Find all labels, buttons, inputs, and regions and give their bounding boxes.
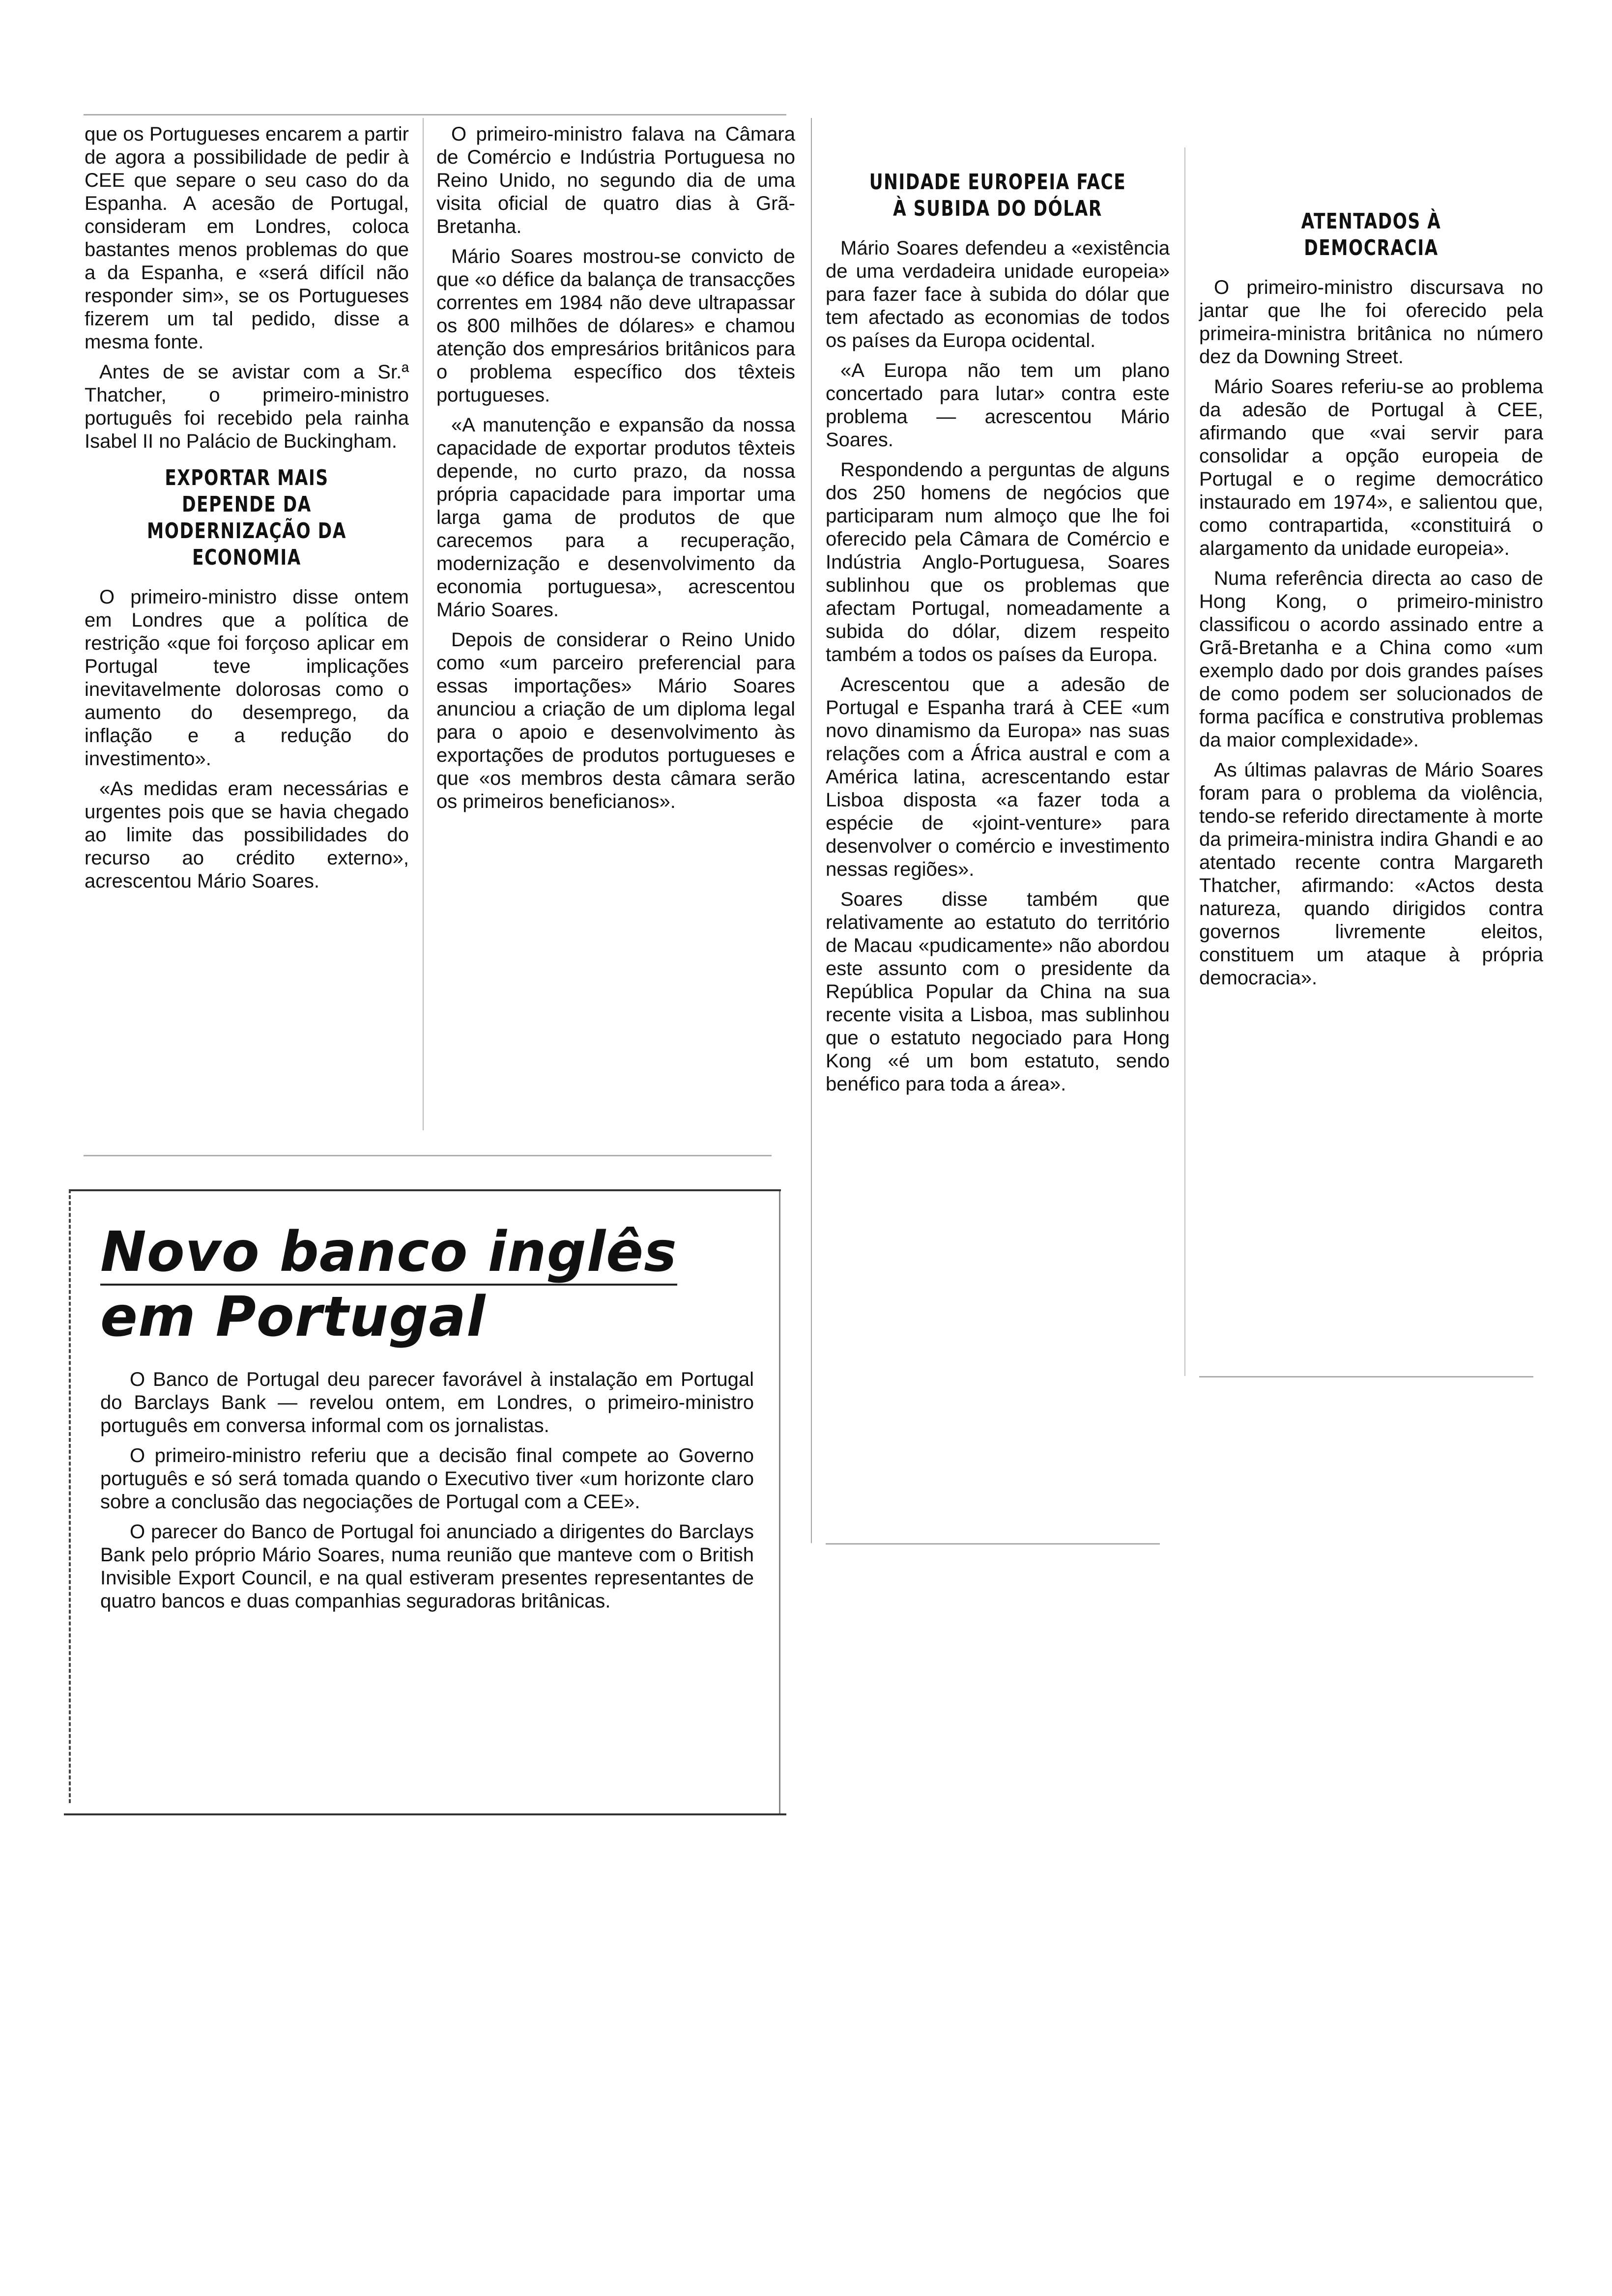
column-divider bbox=[423, 118, 424, 1130]
box-headline-line-2: em Portugal bbox=[100, 1285, 486, 1349]
col4-paragraph-1: O primeiro-ministro discursava no jantar que lhe foi oferecido pela primeira-ministra britânica no número dez da Downing Street. bbox=[1199, 277, 1543, 368]
box-body bbox=[100, 1368, 754, 1620]
col2-paragraph-3: «A manutenção e expansão da nossa capacidade de exportar produtos têxteis depende, no curto prazo, da nossa própria capacidade para importar uma larga gama de produtos de que carecemos para a recuperação, modernização e desenvolvimento da economia portuguesa», acrescentou Mário Soares. bbox=[436, 414, 795, 621]
col2-paragraph-1: O primeiro-ministro falava na Câmara de Comércio e Indústria Portuguesa no Reino Unido, no segundo dia de uma visita oficial de quatro dias à Grã-Bretanha. bbox=[436, 123, 795, 237]
box-headline bbox=[100, 1221, 749, 1349]
scan-noise bbox=[84, 1155, 772, 1156]
box-bottom-rule bbox=[64, 1813, 786, 1815]
col3-paragraph-1: Mário Soares defendeu a «existência de uma verdadeira unidade europeia» para fazer face à subida do dólar que tem afectado as economias de todos os países da Europa ocidental. bbox=[826, 237, 1170, 351]
col4-heading: ATENTADOS À DEMOCRACIA bbox=[1301, 209, 1441, 260]
col1-paragraph-2: Antes de se avistar com a Sr.ª Thatcher, o primeiro-ministro português foi recebido pela rainha Isabel II no Palácio de Buckingham. bbox=[85, 361, 409, 452]
column-3 bbox=[826, 157, 1170, 1103]
boxed-article bbox=[69, 1189, 781, 1803]
col2-paragraph-2: Mário Soares mostrou-se convicto de que «o défice da balança de transacções correntes em 1984 não deve ultrapassar os 800 milhões de dólares» e chamou atenção dos empresários britânicos para o problema específico dos têxteis portugueses. bbox=[436, 246, 795, 406]
col3-paragraph-5: Soares disse também que relativamente ao estatuto do território de Macau «pudicamente» não abordou este assunto com o presidente da República Popular da China na sua recente visita a Lisboa, mas sublinhou que o estatuto negociado para Hong Kong «é um bom estatuto, sendo benéfico para toda a área». bbox=[826, 889, 1170, 1095]
scan-noise bbox=[84, 114, 786, 115]
col3-paragraph-4: Acrescentou que a adesão de Portugal e Espanha trará à CEE «um novo dinamismo da Europa» nas suas relações com a África austral e com a América latina, acrescentando estar Lisboa disposta «a fazer toda a espécie de «joint-venture» para desenvolver o comércio e investimento nessas regiões». bbox=[826, 674, 1170, 880]
scan-noise bbox=[826, 1543, 1160, 1545]
column-divider bbox=[811, 118, 812, 1543]
column-1 bbox=[85, 123, 409, 900]
col4-paragraph-4: As últimas palavras de Mário Soares foram para o problema da violência, tendo-se referido directamente à morte da primeira-ministra indira Ghandi e ao atentado recente contra Margareth Thatcher, afirmando: «Actos desta natureza, quando dirigidos contra governos livremente eleitos, constituem um ataque à própria democracia». bbox=[1199, 759, 1543, 989]
col4-paragraph-3: Numa referência directa ao caso de Hong Kong, o primeiro-ministro classificou o acordo assinado entre a Grã-Bretanha e a China como «um exemplo dado por dois grandes países de como podem ser solucionados de forma pacífica e construtiva problemas da maior complexidade». bbox=[1199, 568, 1543, 751]
column-divider bbox=[1184, 147, 1185, 1376]
column-4 bbox=[1199, 197, 1543, 997]
scan-noise bbox=[1199, 1376, 1533, 1378]
box-headline-line-1: Novo banco inglês bbox=[100, 1221, 677, 1286]
col1-heading: EXPORTAR MAIS DEPENDE DA MODERNIZAÇÃO DA ECONOMIA bbox=[147, 465, 346, 570]
col1-paragraph-1: que os Portugueses encarem a partir de agora a possibilidade de pedir à CEE que separe o seu caso do da Espanha. A acesão de Portugal, consideram em Londres, coloca bastantes menos problemas do que a da Espanha, e «será difícil não responder sim», se os Portugueses fizerem um tal pedido, disse a mesma fonte. bbox=[85, 123, 409, 353]
col3-paragraph-2: «A Europa não tem um plano concertado para lutar» contra este problema — acrescentou Mário Soares. bbox=[826, 360, 1170, 451]
col1-paragraph-3: O primeiro-ministro disse ontem em Londres que a política de restrição «que foi forçoso aplicar em Portugal teve implicações inevitavelmente dolorosas como o aumento do desemprego, da inflação e a redução do investimento». bbox=[85, 586, 409, 770]
col3-paragraph-3: Respondendo a perguntas de alguns dos 250 homens de negócios que participaram num almoço que lhe foi oferecido pela Câmara de Comércio e Indústria Anglo-Portuguesa, Soares sublinhou que os problemas que afectam Portugal, nomeadamente a subida do dólar, dizem respeito também a todos os países da Europa. bbox=[826, 459, 1170, 665]
col2-paragraph-4: Depois de considerar o Reino Unido como «um parceiro preferencial para essas importações» Mário Soares anunciou a criação de um diploma legal para o apoio e desenvolvimento às exportações de produtos portugueses e que «os membros desta câmara serão os primeiros beneficianos». bbox=[436, 629, 795, 812]
col3-heading: UNIDADE EUROPEIA FACE À SUBIDA DO DÓLAR bbox=[869, 170, 1126, 221]
col1-paragraph-4: «As medidas eram necessárias e urgentes pois que se havia chegado ao limite das possibilidades do recurso ao crédito externo», acrescentou Mário Soares. bbox=[85, 778, 409, 892]
col4-paragraph-2: Mário Soares referiu-se ao problema da adesão de Portugal à CEE, afirmando que «vai servir para consolidar a opção europeia de Portugal e o regime democrático instaurado em 1974», e salientou que, como contrapartida, «constituirá o alargamento da unidade europeia». bbox=[1199, 376, 1543, 559]
box-paragraph-2: O primeiro-ministro referiu que a decisão final compete ao Governo português e só será tomada quando o Executivo tiver «um horizonte claro sobre a conclusão das negociações de Portugal com a CEE». bbox=[100, 1445, 754, 1513]
box-paragraph-3: O parecer do Banco de Portugal foi anunciado a dirigentes do Barclays Bank pelo próprio Mário Soares, numa reunião que manteve com o British Invisible Export Council, e na qual estiveram presentes representantes de quatro bancos e duas companhias seguradoras britânicas. bbox=[100, 1521, 754, 1612]
box-right-rule bbox=[779, 1189, 780, 1813]
column-2 bbox=[436, 123, 795, 820]
box-paragraph-1: O Banco de Portugal deu parecer favorável à instalação em Portugal do Barclays Bank — revelou ontem, em Londres, o primeiro-ministro português em conversa informal com os jornalistas. bbox=[100, 1369, 754, 1436]
